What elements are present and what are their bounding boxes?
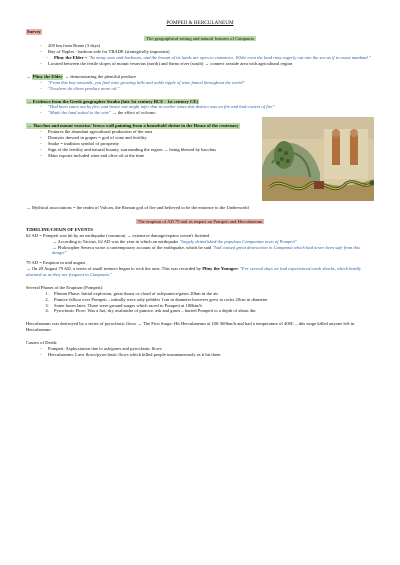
causes-list — [26, 346, 374, 358]
list-item: - Sign of the fertility and natural bounty, surrounding the region → being blessed by bacchus — [40, 147, 258, 153]
list-item: - "From this bay onwards, you find wine growing hills and noble tipple of wine famed throughout the world" — [40, 80, 374, 86]
geography-list — [26, 43, 374, 55]
list-item: - Herculaneum: Lava flows/pyroclastic flows which killed people instantaneously as it hit them — [40, 352, 374, 358]
document-page — [26, 20, 374, 358]
pliny-quote: "Its many seas and harbours, and the bosom of its lands are open to commerce. While even the land runs eagerly out into the sea as if to assist mankind." — [88, 55, 371, 61]
list-item: - "Had been eaten out by fire; and hence one might infer that in earlier times this district was on fire and had craters of fire" — [40, 104, 374, 110]
list-item: - Features the abundant agricultural production of the area — [40, 129, 258, 135]
pliny-produce-quotes — [26, 80, 374, 92]
strabo-quotes — [26, 104, 374, 116]
bacchus-list — [26, 129, 258, 158]
herculaneum-entry: Herculaneum was destroyed by a series of pyroclastic flows → The First Surge: Hit Herculaneum at 100-300km/h and had a temperature of 400C – this surge killed anyone left in Herculaneum — [26, 321, 355, 333]
aug20-entry: → On 20 August 79 AD, a series of small tremors began to rock the area. This was recorded by Pliny the Younger: "For several days we had experienced earth shocks, which hardly alarmed us as they are frequent in Campania." — [26, 266, 361, 278]
list-item: - Main exports included wine and olive oil at the time — [40, 153, 258, 159]
survey-label: Survey — [27, 28, 41, 34]
list-item: 3. Some hours later: There were ground surges which raced to Pompeii at 100km/h — [50, 303, 374, 309]
bacchus-fresco-image — [262, 117, 374, 201]
ad62-entry: 62 AD = Pompeii was hit by an earthquake (common) → extensive damage/repairs weren't finished — [26, 232, 210, 238]
location-list — [26, 61, 374, 67]
list-item: 2. Pumice fallout over Pompeii – initially were only pebbles 1cm in diameter however grew to rocks 20cm in diameter — [50, 297, 374, 303]
phases-intro: Several Phases of the Eruption (Pompeii): — [26, 284, 104, 290]
mythical-association: → Mythical associations = the realm of Vulcan, the Roman god of fire and believed to be the entrance to the Underworld — [26, 205, 249, 211]
list-item: - Pompeii: Asphyxiation due to ash/gases and pyroclastic flows — [40, 346, 374, 352]
section-heading-eruption: The eruption of AD 79 and its impact on Pompeii and Herculaneum — [137, 219, 263, 225]
list-item: 4. Pyroclastic Flow: Was a hot, dry avalanche of pumice, ash and gases – buried Pompeii to a depth of about 4m — [50, 308, 374, 314]
bacchus-heading: → 'Bacchus and mount vesuvius' fresco wall painting from a household shrine in the House of the centenary — [27, 123, 239, 129]
causes-intro: Causes of Death: — [26, 340, 58, 346]
list-item: - Pliny the Elder = "Its many seas and harbours, and the bosom of its lands are open to commerce. While even the land runs eagerly out into the sea as if to assist mankind." — [46, 55, 374, 61]
list-item: - Located between the fertile slopes of mount vesuvius (north) and Sarno river (south) → connect seaside area with agricultural region — [40, 61, 374, 67]
strabo-heading: → Evidence from the Greek geographer Strabo (late 1st century BCE - 1st century CE) — [27, 98, 198, 104]
list-item: - 200 km from Rome (3 days) — [40, 43, 374, 49]
list-item: 1. Plinian Phase: Initial explosion, great thrust or cloud of ash/pumice/gases 20km in the air — [50, 291, 374, 297]
phases-list — [26, 291, 374, 315]
pliny-elder-label: Pliny the Elder — [54, 55, 84, 61]
ad79-entry: 79 AD = Eruption in mid august — [26, 260, 86, 266]
document-title: POMPEII & HERCULANEUM — [166, 20, 234, 26]
timeline-label: TIMELINE/CHAIN OF EVENTS — [26, 226, 93, 232]
pliny-produce-heading: → Pliny the Elder → demonstrating the plentiful produce — [26, 73, 136, 79]
bacchus-block — [26, 123, 374, 201]
list-item: - "Nowhere do olives produce more oil." — [40, 86, 374, 92]
list-item: - Dionysis dressed in grapes = god of wine and fertility — [40, 135, 258, 141]
tacitus-entry: → According to Tacitus, 62 AD was the year in which an earthquake "largely demolished the populous Campanian town of Pompeii" — [52, 238, 297, 244]
list-item: - "Made the land suited to the vine" → the effect of volcano — [40, 110, 374, 116]
section-heading-geography: The geographical setting and natural features of Campania — [146, 35, 254, 41]
seneca-entry: → Philosopher Seneca wrote a contemporary account of the earthquake, which he said "had caused great destruction in Campania which had never been safe from this danger" — [52, 244, 361, 256]
list-item: - Bay of Naples - harbour side for TRADE (strategically important) — [40, 49, 374, 55]
list-item: - Snake = tradition symbol of prosperity — [40, 141, 258, 147]
